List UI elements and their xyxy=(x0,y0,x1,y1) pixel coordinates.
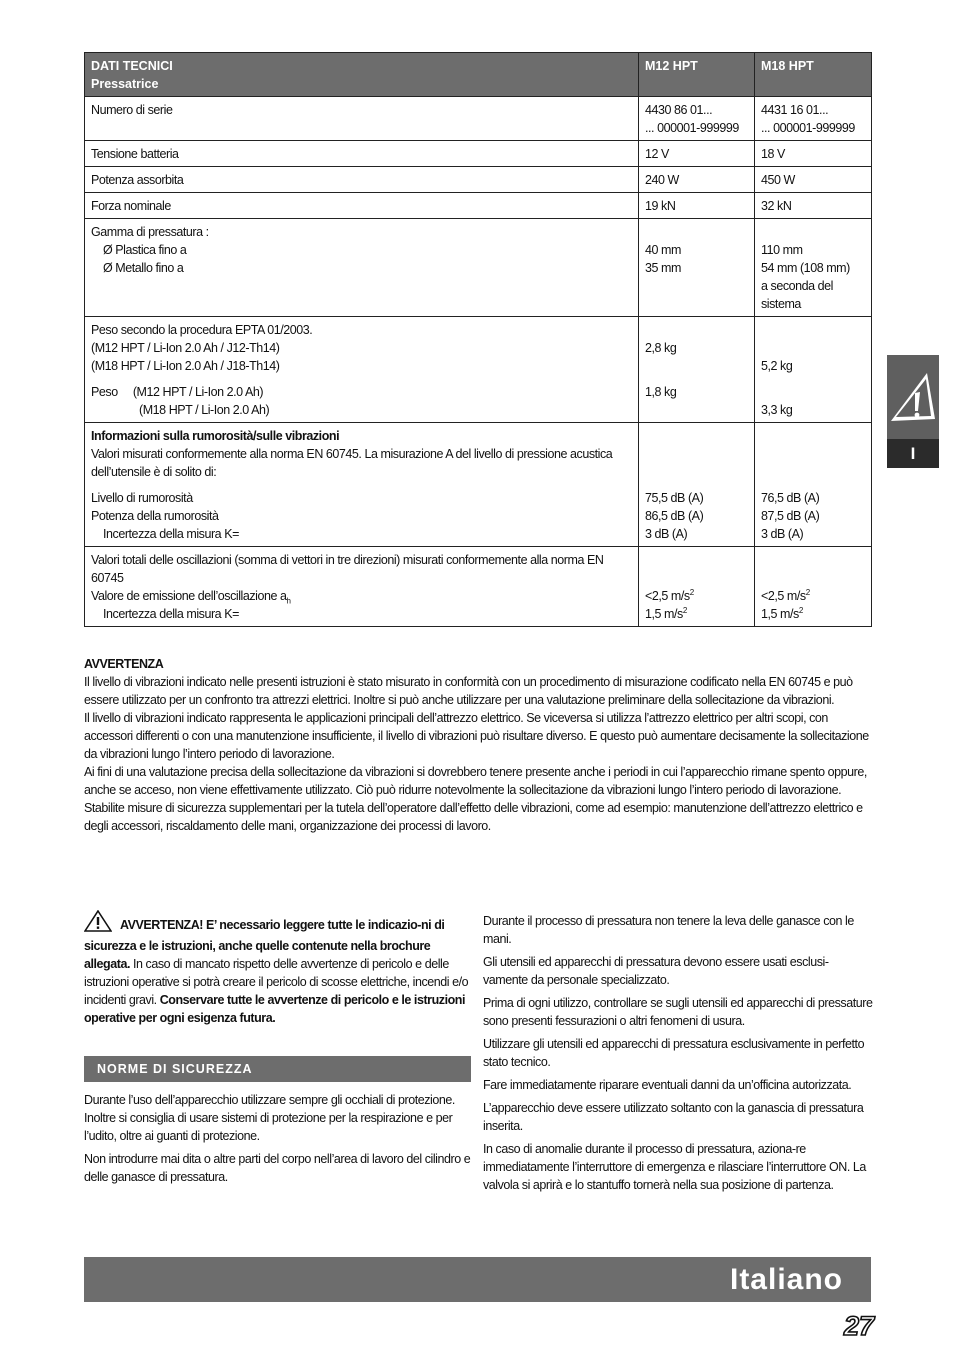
noise-desc: Valori misurati conformemente alla norma EN 60745. La misurazione A del livello di pressione acustica dell’utensile è di solito di: xyxy=(91,447,613,479)
right-paragraph-1: Durante il processo di pressatura non tenere la leva delle ganasce con le mani. xyxy=(483,914,854,946)
right-paragraph-6: L’apparecchio deve essere utilizzato soltanto con la ganascia di pressatura inserita. xyxy=(483,1101,864,1133)
weight-line2: (M12 HPT / Li-Ion 2.0 Ah / J12-Th14) xyxy=(91,341,280,355)
weight-peso-m12: (M12 HPT / Li-Ion 2.0 Ah) xyxy=(132,385,264,399)
right-paragraph-2: Gli utensili ed apparecchi di pressatura devono essere usati esclusi-vamente da personale specializzato. xyxy=(483,955,829,987)
weight-peso-m18: (M18 HPT / Li-Ion 2.0 Ah) xyxy=(139,403,270,417)
safety-warning-bold-2: Conservare tutte le avvertenze di pericolo e le istruzioni operative per ogni esigenza futura. xyxy=(84,993,465,1025)
noise-m18 xyxy=(755,423,872,547)
footer-language: Italiano xyxy=(729,1263,843,1296)
avvertenza-paragraph-2: Il livello di vibrazioni indicato rappresenta le applicazioni principali dell’attrezzo elettrico. Se viceversa si utilizza l’attrezzo elettrico per altri scopi, con accessori differenti o con una manutenzione insufficiente, il livello di vibrazioni può risultare diverso. E questo può aumentare decisamente la sollecitazione da vibrazioni lungo l’intero periodo di lavorazione. xyxy=(84,711,869,761)
vibration-emission-sub: h xyxy=(286,596,291,606)
table-row-voltage xyxy=(85,141,872,167)
table-row-serial xyxy=(85,97,872,141)
right-paragraph-7: In caso di anomalie durante il processo di pressatura, aziona-re immediatamente l’interruttore di emergenza e rilasciare l’interruttore ON. La valvola si aprirà e lo stantuffo tornerà nella sua posizione di partenza. xyxy=(483,1142,866,1192)
left-column-warning xyxy=(84,910,471,1032)
range-metal: Ø Metallo fino a xyxy=(103,261,184,275)
avvertenza-title: AVVERTENZA xyxy=(84,657,164,671)
table-row-power xyxy=(85,167,872,193)
side-tab-letter: I xyxy=(887,439,939,468)
avvertenza-paragraph-1: Il livello di vibrazioni indicato nelle presenti istruzioni è stato misurato in conformità con un procedimento di misurazione codificato nella EN 60745 e può essere utilizzato per un confronto tra attrezzi elettrici. Inoltre si può anche utilizzare per una valutazione preliminare della sollecitazione da vibrazioni. xyxy=(84,675,853,707)
weight-line3: (M18 HPT / Li-Ion 2.0 Ah / J18-Th14) xyxy=(91,359,280,373)
weight-label-cell xyxy=(85,317,639,423)
force-m18: 32 kN xyxy=(755,193,872,219)
weight-m12-a: 2,8 kg xyxy=(645,341,677,355)
language-side-tab xyxy=(887,355,939,468)
force-m12: 19 kN xyxy=(639,193,755,219)
range-plastic: Ø Plastica fino a xyxy=(103,243,187,257)
warning-triangle-icon xyxy=(887,355,939,439)
safety-warning-paragraph xyxy=(84,910,471,1027)
force-label: Forza nominale xyxy=(85,193,639,219)
noise-power-label: Potenza della rumorosità xyxy=(91,509,219,523)
vibration-desc: Valori totali delle oscillazioni (somma di vettori in tre direzioni) misurati conformemente alla norma EN 60745 xyxy=(91,553,604,585)
weight-m12-b: 1,8 kg xyxy=(645,385,677,399)
vibration-m12 xyxy=(639,547,755,627)
norme-section-body xyxy=(84,1091,471,1191)
right-column-safety xyxy=(483,912,873,1199)
voltage-m18: 18 V xyxy=(755,141,872,167)
norme-paragraph-2: Non introdurre mai dita o altre parti del corpo nell’area di lavoro del cilindro e delle ganasce di pressatura. xyxy=(84,1152,471,1184)
weight-m18-a: 5,2 kg xyxy=(761,359,793,373)
header-subtitle: Pressatrice xyxy=(91,77,159,91)
weight-m12 xyxy=(639,317,755,423)
table-row-vibration xyxy=(85,547,872,627)
range-label: Gamma di pressatura : xyxy=(91,225,209,239)
noise-m18-level: 76,5 dB (A) xyxy=(761,491,820,505)
range-m12-metal: 35 mm xyxy=(645,261,681,275)
range-label-cell xyxy=(85,219,639,317)
header-title: DATI TECNICI xyxy=(91,59,173,73)
weight-m18 xyxy=(755,317,872,423)
vibration-label-cell xyxy=(85,547,639,627)
range-m12-plastic: 40 mm xyxy=(645,243,681,257)
vibration-m18-emission: <2,5 m/s xyxy=(761,589,806,603)
table-row-noise xyxy=(85,423,872,547)
weight-peso-label: Peso xyxy=(91,385,118,399)
noise-uncert-label: Incertezza della misura K= xyxy=(103,527,239,541)
footer-language-bar xyxy=(84,1257,871,1302)
norme-paragraph-1: Durante l’uso dell’apparecchio utilizzare sempre gli occhiali di protezione. Inoltre si consiglia di usare sistemi di protezione per la respirazione e per l’udito, oltre ai guanti di protezione. xyxy=(84,1093,455,1143)
technical-data-table xyxy=(84,52,872,627)
noise-m18-power: 87,5 dB (A) xyxy=(761,509,820,523)
table-row-range xyxy=(85,219,872,317)
serial-m12-line1: 4430 86 01... xyxy=(645,103,713,117)
serial-m12 xyxy=(639,97,755,141)
vibration-m18 xyxy=(755,547,872,627)
right-paragraph-4: Utilizzare gli utensili ed apparecchi di pressatura esclusivamente in perfetto stato tecnico. xyxy=(483,1037,865,1069)
voltage-m12: 12 V xyxy=(639,141,755,167)
range-m12 xyxy=(639,219,755,317)
serial-m18 xyxy=(755,97,872,141)
range-m18-line3: a seconda del xyxy=(761,279,833,293)
weight-line1: Peso secondo la procedura EPTA 01/2003. xyxy=(91,323,313,337)
header-m18: M18 HPT xyxy=(755,53,872,97)
vibration-m18-emission-sup: 2 xyxy=(805,587,810,597)
noise-m18-uncert: 3 dB (A) xyxy=(761,527,804,541)
header-m12: M12 HPT xyxy=(639,53,755,97)
vibration-m12-uncert-sup: 2 xyxy=(682,605,687,615)
side-tab-warning-area xyxy=(887,355,939,439)
power-m18: 450 W xyxy=(755,167,872,193)
vibration-emission-label: Valore de emissione dell’oscillazione a xyxy=(91,589,287,603)
noise-m12-level: 75,5 dB (A) xyxy=(645,491,704,505)
safety-warning-bold-1: AVVERTENZA! E’ necessario leggere tutte le indicazio-ni di sicurezza e le istruzioni, anche quelle contenute nella brochure allegata. xyxy=(84,918,445,971)
serial-m18-line1: 4431 16 01... xyxy=(761,103,829,117)
noise-m12-uncert: 3 dB (A) xyxy=(645,527,688,541)
vibration-m18-uncert-sup: 2 xyxy=(798,605,803,615)
power-label: Potenza assorbita xyxy=(85,167,639,193)
noise-label-cell xyxy=(85,423,639,547)
weight-m18-b: 3,3 kg xyxy=(761,403,793,417)
noise-level-label: Livello di rumorosità xyxy=(91,491,193,505)
page-number: 27 xyxy=(843,1311,874,1341)
vibration-m18-uncert: 1,5 m/s xyxy=(761,607,799,621)
table-row-weight xyxy=(85,317,872,423)
noise-m12 xyxy=(639,423,755,547)
serial-label: Numero di serie xyxy=(85,97,639,141)
header-title-cell xyxy=(85,53,639,97)
range-m18-line1: 110 mm xyxy=(761,243,803,257)
range-m18-line4: sistema xyxy=(761,297,801,311)
vibration-m12-emission: <2,5 m/s xyxy=(645,589,690,603)
safety-warning-text: In caso di mancato rispetto delle avvertenze di pericolo e delle istruzioni operative si potrà creare il pericolo di scosse elettriche, incendi e/o incidenti gravi. xyxy=(84,957,469,1007)
noise-title: Informazioni sulla rumorosità/sulle vibrazioni xyxy=(91,429,340,443)
right-paragraph-3: Prima di ogni utilizzo, controllare se sugli utensili ed apparecchi di pressature sono presenti fessurazioni o altri fenomeni di usura. xyxy=(483,996,873,1028)
serial-m18-line2: ... 000001-999999 xyxy=(761,121,855,135)
range-m18 xyxy=(755,219,872,317)
vibration-uncert-label: Incertezza della misura K= xyxy=(103,607,239,621)
avvertenza-paragraph-4: Stabilite misure di sicurezza supplementari per la tutela dell’operatore dall’effetto delle vibrazioni, come ad esempio: manutenzione dell’attrezzo elettrico e degli accessori, riscaldamento delle mani, organizzazione dei processi di lavoro. xyxy=(84,801,863,833)
table-row-force xyxy=(85,193,872,219)
table-header-row xyxy=(85,53,872,97)
avvertenza-paragraph-3: Ai fini di una valutazione precisa della sollecitazione da vibrazioni si dovrebbero tenere presente anche i periodi in cui l’apparecchio rimane spento oppure, anche se acceso, non viene effettivamente utilizzato. Ciò può ridurre notevolmente la sollecitazione da vibrazioni lungo l’intero periodo di lavorazione. xyxy=(84,765,867,797)
voltage-label: Tensione batteria xyxy=(85,141,639,167)
serial-m12-line2: ... 000001-999999 xyxy=(645,121,739,135)
norme-section-header: NORME DI SICUREZZA xyxy=(84,1056,471,1082)
power-m12: 240 W xyxy=(639,167,755,193)
vibration-m12-uncert: 1,5 m/s xyxy=(645,607,683,621)
vibration-m12-emission-sup: 2 xyxy=(689,587,694,597)
warning-triangle-icon xyxy=(84,910,112,937)
range-m18-line2: 54 mm (108 mm) xyxy=(761,261,850,275)
vibration-warning-section xyxy=(84,655,871,835)
noise-m12-power: 86,5 dB (A) xyxy=(645,509,704,523)
right-paragraph-5: Fare immediatamente riparare eventuali danni da un’officina autorizzata. xyxy=(483,1078,852,1092)
